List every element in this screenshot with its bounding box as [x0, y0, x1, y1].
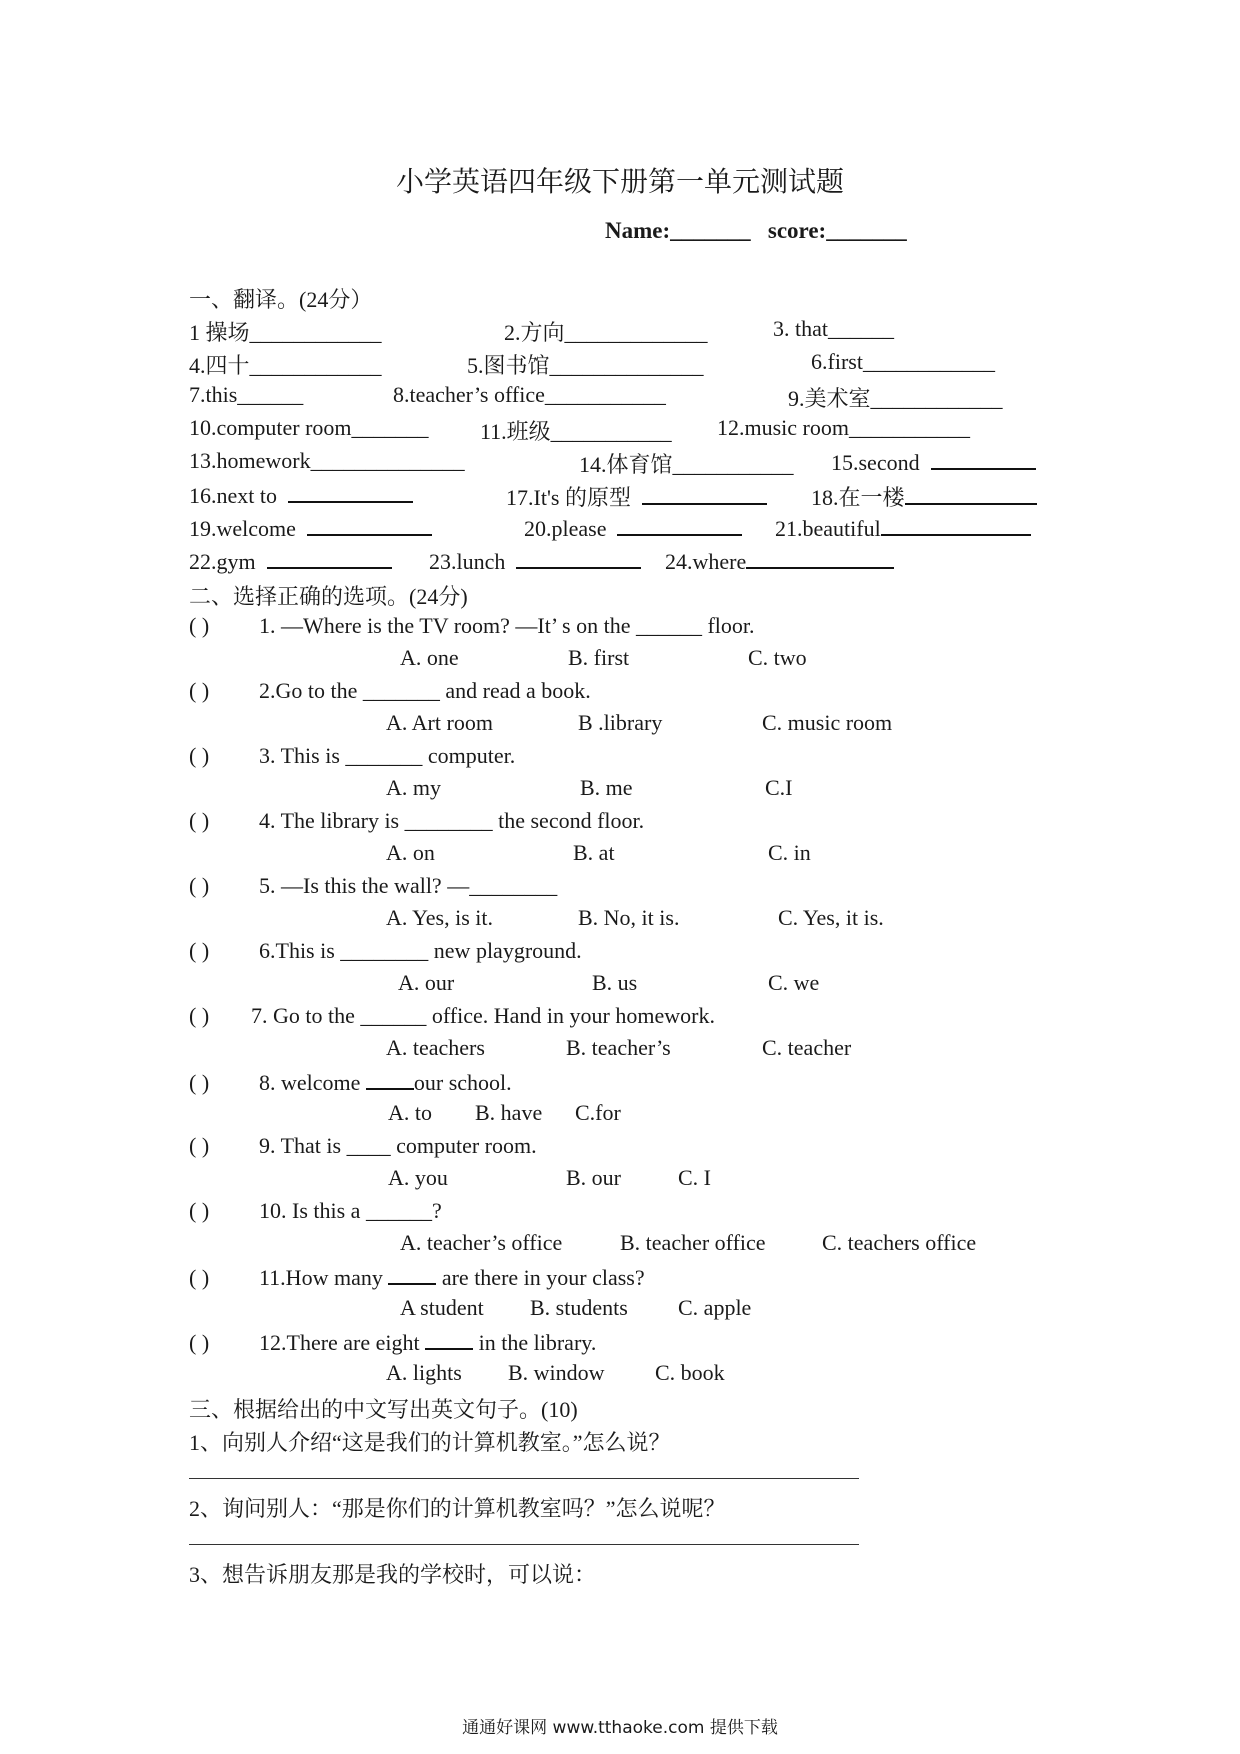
option-c[interactable]: C. music room: [762, 710, 893, 735]
question-text: 5. —Is this the wall? —________: [259, 873, 558, 898]
options-row: [578, 710, 662, 736]
section3-heading: 三、根据给出的中文写出英文句子。(10): [189, 1397, 578, 1422]
page-title: 小学英语四年级下册第一单元测试题: [395, 167, 844, 198]
options-row: [386, 840, 435, 866]
options-row: [386, 905, 493, 931]
option-c[interactable]: C. teacher: [762, 1035, 852, 1060]
answer-line[interactable]: [189, 1478, 859, 1479]
options-row: [573, 840, 615, 866]
option-b[interactable]: B. first: [568, 645, 630, 670]
question-row: [189, 1003, 715, 1029]
option-c[interactable]: C. teachers office: [822, 1230, 977, 1255]
answer-blank[interactable]: [746, 547, 894, 569]
options-row: [822, 1230, 976, 1256]
question-row: [189, 678, 591, 704]
answer-paren[interactable]: ( ): [189, 1265, 210, 1290]
translate-item[interactable]: [775, 514, 1031, 542]
answer-blank[interactable]: [642, 483, 767, 505]
options-row: [578, 905, 679, 931]
footer-credit: 通通好课网 www.tthaoke.com 提供下载: [462, 1718, 778, 1738]
options-row: [566, 1165, 621, 1191]
option-c[interactable]: C. in: [768, 840, 811, 865]
translate-item-label: 16.next to: [189, 483, 277, 508]
answer-blank[interactable]: [516, 547, 641, 569]
options-row: [655, 1360, 725, 1386]
translate-item[interactable]: 10.computer room_______: [189, 415, 429, 440]
options-row: [400, 645, 459, 671]
options-row: [620, 1230, 766, 1256]
question-row: [189, 613, 755, 639]
answer-blank[interactable]: [388, 1263, 436, 1285]
section2-heading: 二、选择正确的选项。(24分): [189, 584, 468, 609]
option-b[interactable]: B .library: [578, 710, 663, 735]
options-row: [386, 1035, 485, 1061]
option-a[interactable]: A. lights: [386, 1360, 462, 1385]
option-b[interactable]: B. teacher office: [620, 1230, 766, 1255]
option-a[interactable]: A. on: [386, 840, 435, 865]
options-row: [762, 710, 892, 736]
option-c[interactable]: C. Yes, it is.: [778, 905, 884, 930]
answer-paren[interactable]: ( ): [189, 743, 210, 768]
options-row: [400, 1230, 562, 1256]
answer-paren[interactable]: ( ): [189, 873, 210, 898]
options-row: [580, 775, 633, 801]
option-b[interactable]: B. us: [592, 970, 638, 995]
option-c[interactable]: C. we: [768, 970, 820, 995]
answer-blank[interactable]: [931, 448, 1036, 470]
question-text: 7. Go to the ______ office. Hand in your homework.: [251, 1003, 715, 1028]
options-row: [678, 1165, 711, 1191]
question-text: 1. —Where is the TV room? —It’ s on the ______ floor.: [259, 613, 755, 638]
translate-item[interactable]: 7.this______: [189, 382, 304, 407]
translate-item-label: 18.在一楼: [811, 485, 905, 510]
translate-item[interactable]: [506, 481, 767, 512]
options-row: [398, 970, 454, 996]
options-row: [768, 840, 811, 866]
question-row: [189, 1263, 645, 1291]
answer-paren[interactable]: ( ): [189, 1133, 210, 1158]
options-row: [748, 645, 807, 671]
name-label: Name:: [605, 218, 671, 243]
translate-item-label: 21.beautiful: [775, 516, 881, 541]
answer-paren[interactable]: ( ): [189, 613, 210, 638]
question-text: in the library.: [473, 1330, 597, 1355]
translate-item-label: 23.lunch: [429, 549, 506, 574]
option-a[interactable]: A. Yes, is it.: [386, 905, 493, 930]
translate-item[interactable]: 13.homework______________: [189, 448, 465, 473]
translate-item[interactable]: 5.图书馆______________: [467, 353, 704, 378]
answer-line[interactable]: [189, 1544, 859, 1545]
question-text: 10. Is this a ______?: [259, 1198, 442, 1223]
option-a[interactable]: A. our: [398, 970, 455, 995]
option-c[interactable]: C.I: [765, 775, 793, 800]
option-b[interactable]: B. our: [566, 1165, 621, 1190]
options-row: [568, 645, 629, 671]
options-row: [386, 775, 441, 801]
score-blank[interactable]: _______: [826, 218, 907, 243]
question-text: our school.: [413, 1070, 512, 1095]
answer-blank[interactable]: [307, 514, 432, 536]
translate-item[interactable]: 2.方向_____________: [504, 320, 708, 345]
options-row: [678, 1295, 751, 1321]
answer-blank[interactable]: [617, 514, 742, 536]
translate-item[interactable]: [189, 547, 392, 575]
translate-item[interactable]: 8.teacher’s office___________: [393, 382, 666, 407]
answer-blank[interactable]: [288, 481, 413, 503]
translate-item[interactable]: 3. that______: [773, 316, 894, 341]
option-b[interactable]: B. students: [530, 1295, 628, 1320]
answer-paren[interactable]: ( ): [189, 938, 210, 963]
question-row: [189, 873, 557, 899]
option-a[interactable]: A. Art room: [386, 710, 493, 735]
options-row: [386, 1360, 462, 1386]
option-a[interactable]: A. teachers: [386, 1035, 485, 1060]
option-c[interactable]: C.for: [575, 1100, 621, 1125]
option-b[interactable]: B. have: [475, 1100, 543, 1125]
answer-blank[interactable]: [366, 1068, 414, 1090]
translate-item[interactable]: [189, 514, 432, 542]
question-row: [189, 938, 582, 964]
question-row: [189, 1198, 442, 1224]
question-text: 2.Go to the _______ and read a book.: [259, 678, 591, 703]
score-label: score:: [767, 218, 827, 243]
answer-paren[interactable]: ( ): [189, 678, 210, 703]
option-b[interactable]: B. at: [573, 840, 615, 865]
option-a[interactable]: A student: [400, 1295, 484, 1320]
question-row: [189, 1068, 512, 1096]
translate-item[interactable]: [811, 481, 1037, 512]
options-row: [765, 775, 793, 801]
option-a[interactable]: A. to: [388, 1100, 432, 1125]
option-c[interactable]: C. apple: [678, 1295, 752, 1320]
question-row: [189, 1328, 596, 1356]
option-a[interactable]: A. teacher’s office: [400, 1230, 563, 1255]
options-row: [762, 1035, 851, 1061]
question-row: [189, 1133, 537, 1159]
translate-item-label: 22.gym: [189, 549, 256, 574]
options-row: [400, 1295, 484, 1321]
options-row: [575, 1100, 621, 1126]
sentence-prompt: 1、向别人介绍“这是我们的计算机教室。”怎么说？: [189, 1430, 671, 1455]
option-a[interactable]: A. you: [388, 1165, 448, 1190]
question-text: 8. welcome: [259, 1070, 366, 1095]
answer-paren[interactable]: ( ): [189, 1198, 210, 1223]
option-a[interactable]: A. my: [386, 775, 441, 800]
option-c[interactable]: C. I: [678, 1165, 711, 1190]
name-score-bar: [605, 218, 907, 244]
question-text: 12.There are eight: [259, 1330, 426, 1355]
section1-heading: 一、翻译。(24分）: [189, 287, 373, 312]
options-row: [475, 1100, 542, 1126]
translate-item[interactable]: 11.班级___________: [480, 419, 672, 444]
translate-item[interactable]: [665, 547, 894, 575]
sentence-prompt: 3、想告诉朋友那是我的学校时，可以说：: [189, 1562, 597, 1587]
answer-paren[interactable]: ( ): [189, 808, 210, 833]
translate-item-label: 24.where: [665, 549, 747, 574]
translate-item[interactable]: 14.体育馆___________: [579, 452, 794, 477]
option-b[interactable]: B. window: [508, 1360, 605, 1385]
question-text: 11.How many: [259, 1265, 389, 1290]
translate-item[interactable]: 1 操场____________: [189, 320, 382, 345]
translate-item-label: 20.please: [524, 516, 607, 541]
answer-paren[interactable]: ( ): [189, 1003, 210, 1028]
options-row: [386, 710, 493, 736]
option-c[interactable]: C. two: [748, 645, 807, 670]
options-row: [388, 1165, 448, 1191]
answer-blank[interactable]: [881, 514, 1031, 536]
translate-item[interactable]: [524, 514, 742, 542]
answer-blank[interactable]: [905, 483, 1037, 505]
translate-item[interactable]: [189, 481, 413, 509]
answer-blank[interactable]: [267, 547, 392, 569]
sentence-prompt: 2、询问别人：“那是你们的计算机教室吗？”怎么说呢？: [189, 1496, 726, 1521]
translate-item-label: 17.It's 的原型: [506, 485, 631, 510]
answer-paren[interactable]: ( ): [189, 1070, 210, 1095]
options-row: [566, 1035, 671, 1061]
question-row: [189, 743, 515, 769]
translate-item[interactable]: 6.first____________: [811, 349, 995, 374]
option-c[interactable]: C. book: [655, 1360, 725, 1385]
translate-item[interactable]: [831, 448, 1036, 476]
answer-blank[interactable]: [425, 1328, 473, 1350]
question-text: are there in your class?: [436, 1265, 645, 1290]
question-text: 3. This is _______ computer.: [259, 743, 516, 768]
question-text: 9. That is ____ computer room.: [259, 1133, 537, 1158]
options-row: [768, 970, 819, 996]
question-text: 6.This is ________ new playground.: [259, 938, 582, 963]
options-row: [508, 1360, 605, 1386]
translate-item[interactable]: 9.美术室____________: [788, 386, 1003, 411]
question-text: 4. The library is ________ the second floor.: [259, 808, 645, 833]
option-b[interactable]: B. No, it is.: [578, 905, 680, 930]
translate-item[interactable]: 12.music room___________: [717, 415, 970, 440]
translate-item[interactable]: 4.四十____________: [189, 353, 382, 378]
answer-paren[interactable]: ( ): [189, 1330, 210, 1355]
question-row: [189, 808, 644, 834]
option-b[interactable]: B. teacher’s: [566, 1035, 671, 1060]
options-row: [388, 1100, 432, 1126]
translate-item-label: 15.second: [831, 450, 920, 475]
translate-item-label: 19.welcome: [189, 516, 296, 541]
option-a[interactable]: A. one: [400, 645, 459, 670]
name-blank[interactable]: _______: [670, 218, 751, 243]
options-row: [778, 905, 884, 931]
options-row: [592, 970, 637, 996]
option-b[interactable]: B. me: [580, 775, 633, 800]
options-row: [530, 1295, 628, 1321]
translate-item[interactable]: [429, 547, 641, 575]
